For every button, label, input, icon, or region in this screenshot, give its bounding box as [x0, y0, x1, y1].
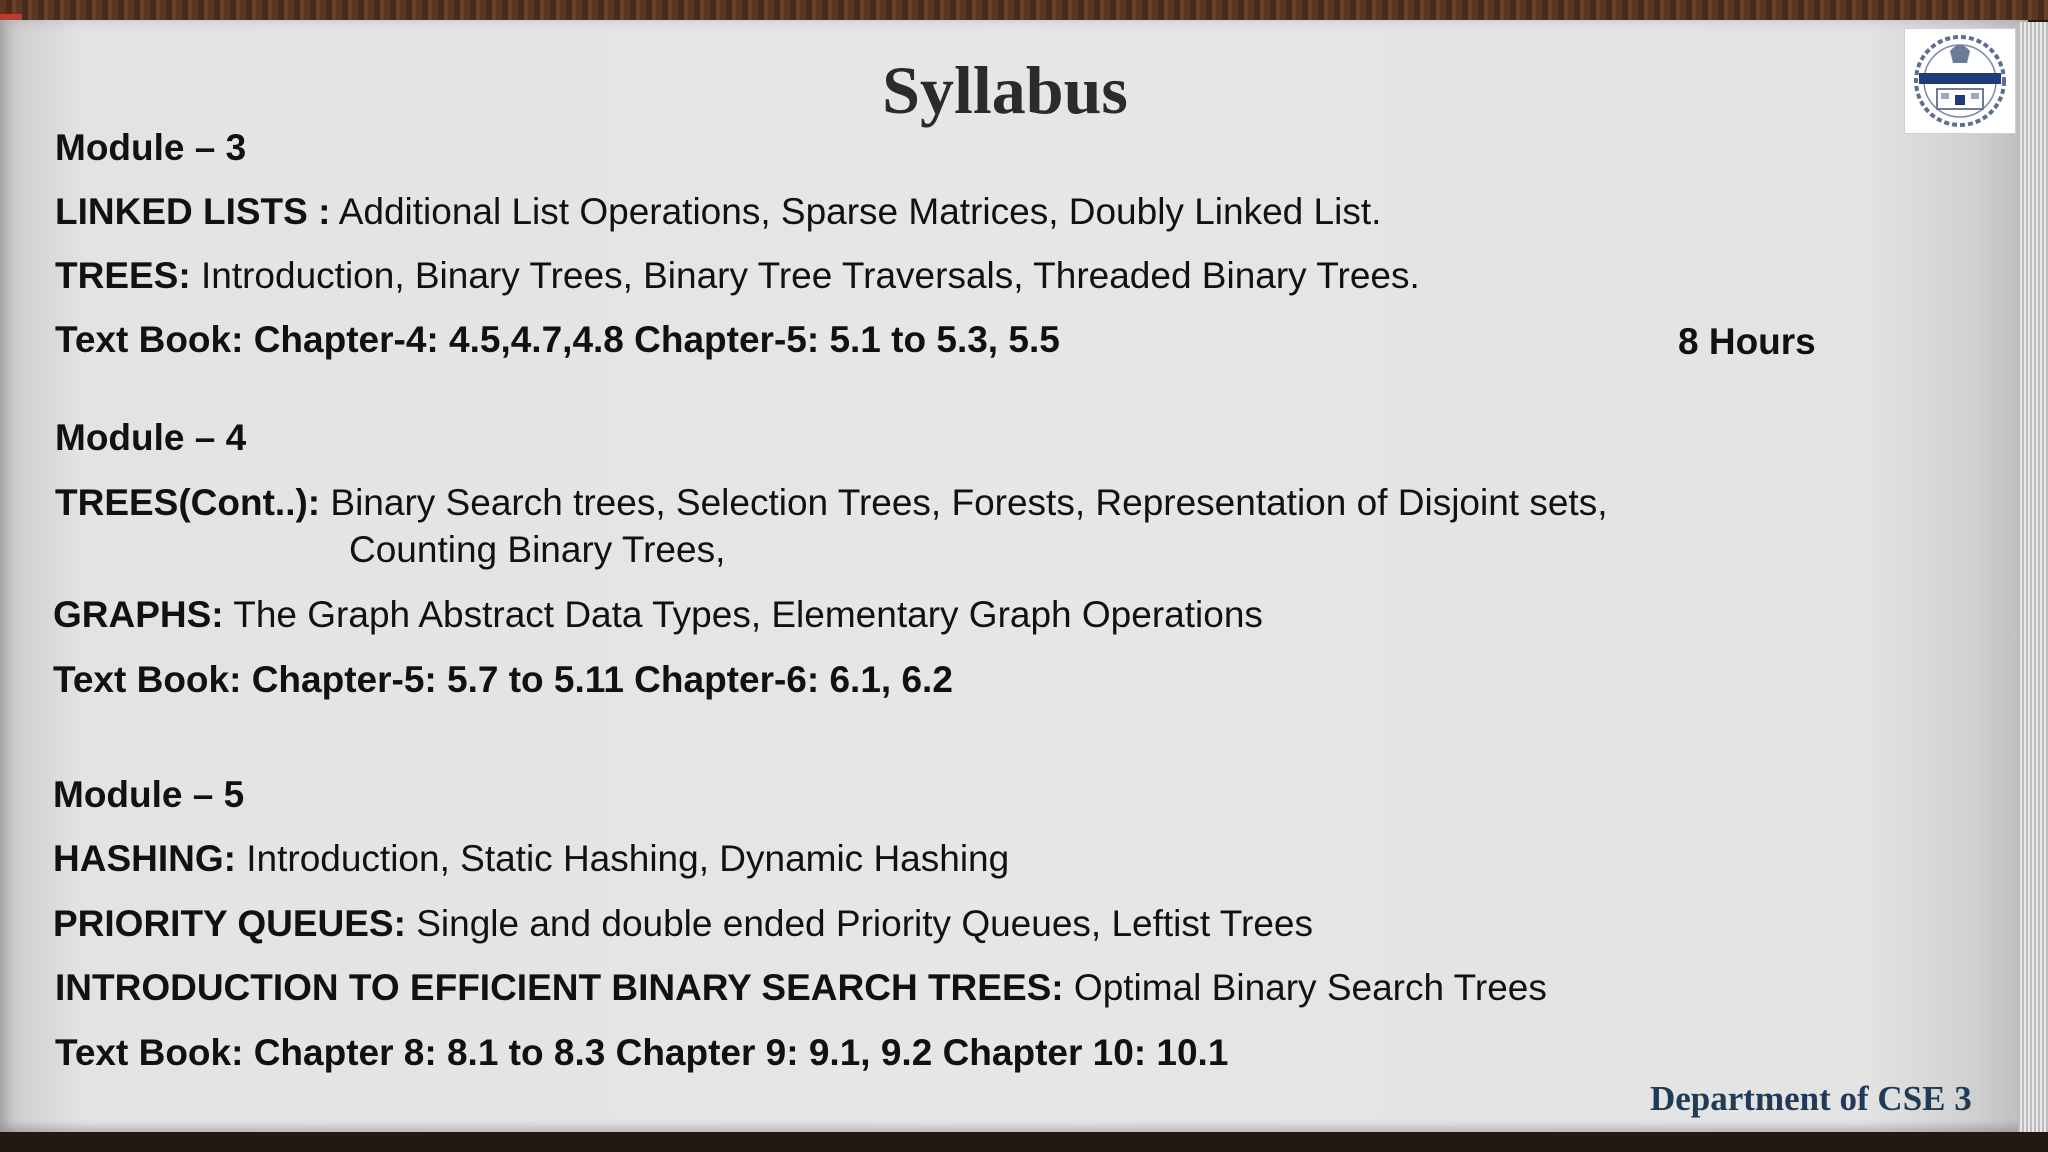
- frame-bottom-border: [0, 1136, 2048, 1152]
- module-4-trees-cont: [55, 481, 1607, 525]
- topic-text: Additional List Operations, Sparse Matrices, Doubly Linked List.: [330, 191, 1382, 232]
- topic-text: Introduction, Binary Trees, Binary Tree Traversals, Threaded Binary Trees.: [190, 255, 1420, 296]
- topic-label: PRIORITY QUEUES:: [53, 903, 406, 944]
- department-footer: Department of CSE 3: [1650, 1079, 1972, 1118]
- topic-text: The Graph Abstract Data Types, Elementary Graph Operations: [223, 594, 1263, 635]
- module-5-heading: Module – 5: [53, 774, 245, 815]
- module-5-priority-queues: [53, 902, 1313, 946]
- frame-top-border: [0, 0, 2048, 20]
- topic-label: GRAPHS:: [53, 594, 224, 635]
- module-4-trees-cont-continued: Counting Binary Trees,: [349, 529, 726, 570]
- module-4-heading: Module – 4: [55, 417, 247, 458]
- topic-text: Binary Search trees, Selection Trees, Forests, Representation of Disjoint sets,: [320, 482, 1608, 523]
- module-4-textbook: Text Book: Chapter-5: 5.7 to 5.11 Chapter-6: 6.1, 6.2: [53, 659, 953, 700]
- module-3-trees: [55, 254, 1420, 298]
- module-5-textbook: Text Book: Chapter 8: 8.1 to 8.3 Chapter 9: 9.1, 9.2 Chapter 10: 10.1: [55, 1032, 1229, 1073]
- module-5-efficient-bst: [55, 966, 1547, 1010]
- module-3-textbook: Text Book: Chapter-4: 4.5,4.7,4.8 Chapter-5: 5.1 to 5.3, 5.5: [55, 319, 1060, 360]
- topic-label: INTRODUCTION TO EFFICIENT BINARY SEARCH TREES:: [55, 967, 1064, 1008]
- module-5-hashing: [53, 837, 1009, 881]
- topic-text: Single and double ended Priority Queues, Leftist Trees: [405, 903, 1313, 944]
- topic-label: TREES(Cont..):: [55, 482, 321, 523]
- topic-label: LINKED LISTS :: [55, 191, 331, 232]
- slide-title: Syllabus: [882, 52, 1128, 128]
- topic-text: Introduction, Static Hashing, Dynamic Hashing: [235, 838, 1010, 879]
- topic-label: HASHING:: [53, 838, 236, 879]
- module-3-heading: Module – 3: [55, 127, 247, 168]
- page-curl-edge: [2018, 22, 2048, 1132]
- module-3-linked-lists: [55, 190, 1381, 234]
- topic-label: TREES:: [55, 255, 191, 296]
- module-4-graphs: [53, 593, 1263, 637]
- module-3-hours: 8 Hours: [1678, 321, 1816, 362]
- topic-text: Optimal Binary Search Trees: [1063, 967, 1547, 1008]
